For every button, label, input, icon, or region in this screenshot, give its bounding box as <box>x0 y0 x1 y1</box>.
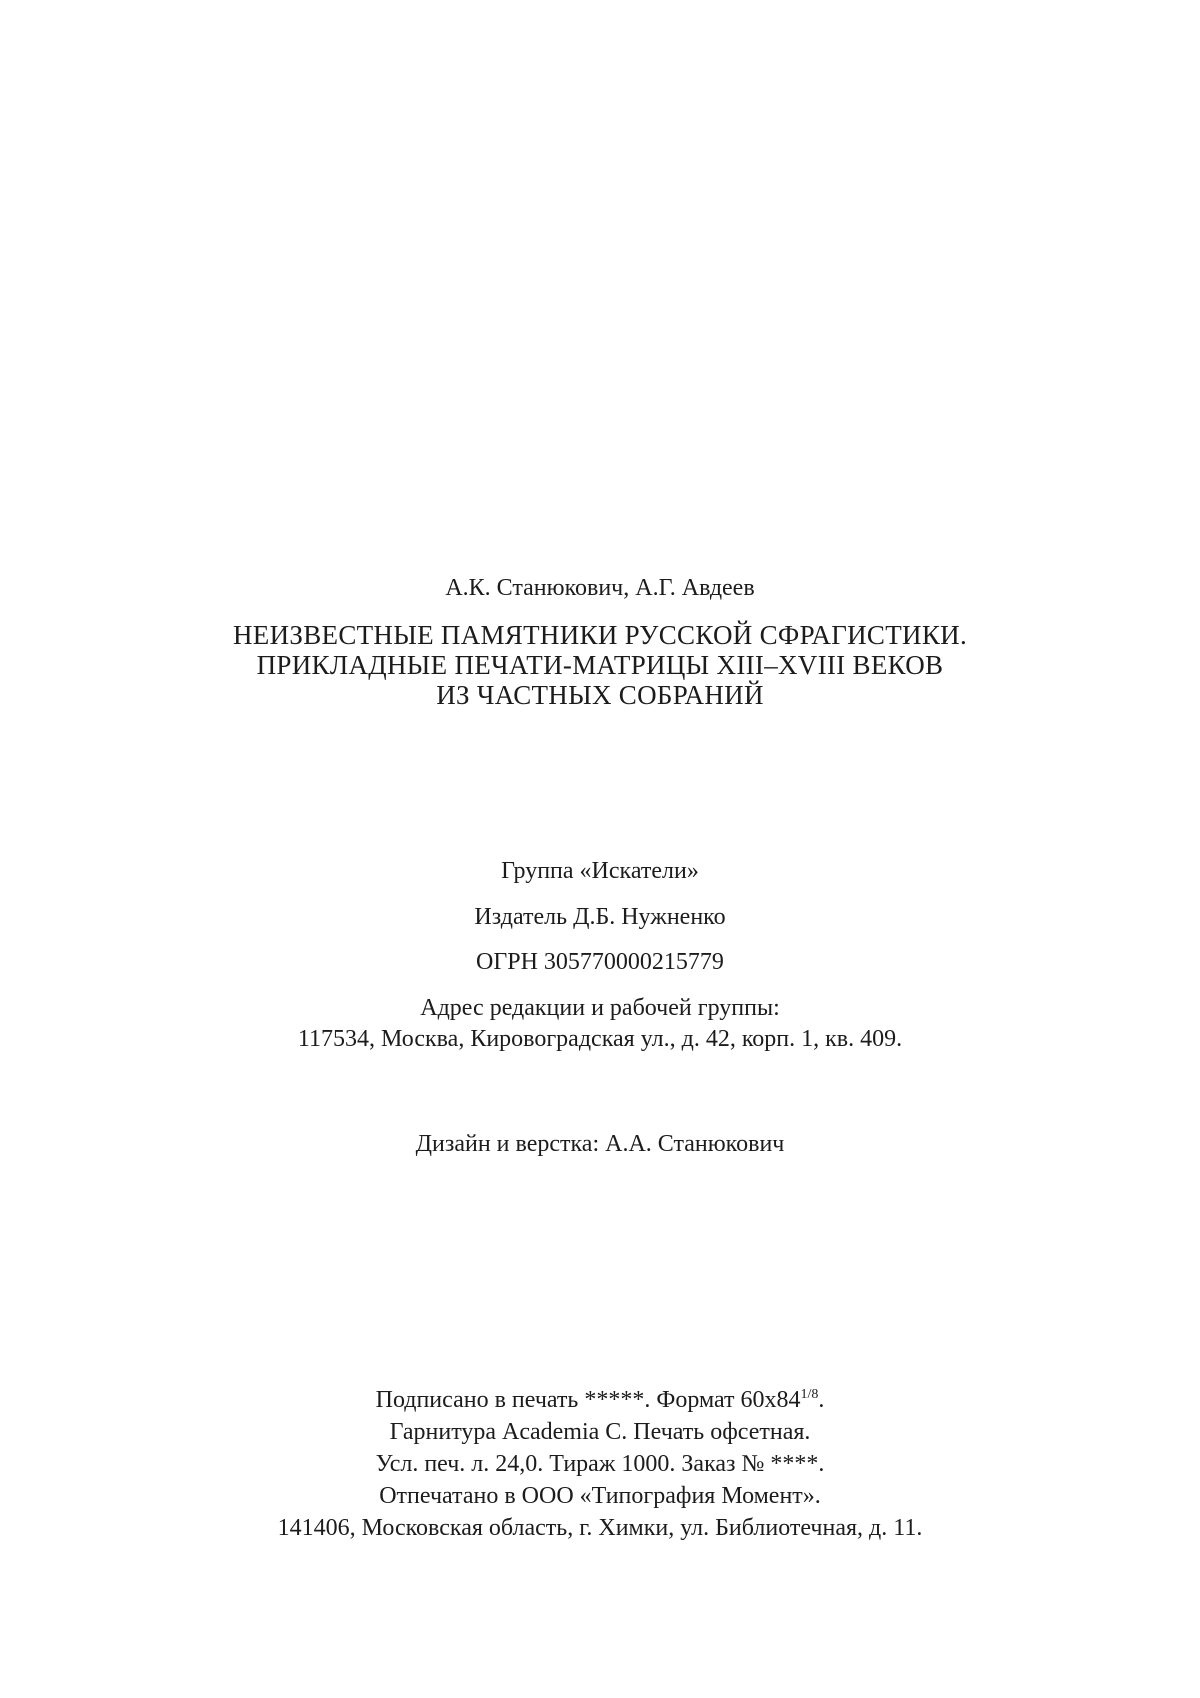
imprint-line-1-end: . <box>818 1387 825 1413</box>
ogrn-number: ОГРН 305770000215779 <box>476 949 724 975</box>
group-name: Группа «Искатели» <box>501 858 699 884</box>
imprint-line-1 <box>0 1384 1200 1416</box>
address-block <box>0 993 1200 1055</box>
group-block <box>0 856 1200 887</box>
imprint-line-4: Отпечатано в ООО «Типография Момент». <box>379 1483 821 1509</box>
imprint-block <box>0 1384 1200 1544</box>
design-credit: Дизайн и верстка: А.А. Станюкович <box>415 1131 785 1157</box>
title-line-2: ПРИКЛАДНЫЕ ПЕЧАТИ-МАТРИЦЫ XIII–XVIII ВЕКОВ <box>256 650 944 680</box>
publisher-block <box>0 902 1200 933</box>
imprint-line-3: Усл. печ. л. 24,0. Тираж 1000. Заказ № ****. <box>375 1451 825 1477</box>
imprint-line-2: Гарнитура Academia C. Печать офсетная. <box>389 1419 811 1445</box>
authors: А.К. Станюкович, А.Г. Авдеев <box>445 575 755 601</box>
title-line-1: НЕИЗВЕСТНЫЕ ПАМЯТНИКИ РУССКОЙ СФРАГИСТИКИ. <box>233 620 967 650</box>
title-line-3: ИЗ ЧАСТНЫХ СОБРАНИЙ <box>436 680 764 710</box>
imprint-line-5: 141406, Московская область, г. Химки, ул. Библиотечная, д. 11. <box>277 1515 923 1541</box>
format-fraction: 1/8 <box>800 1387 819 1402</box>
book-title <box>0 620 1200 710</box>
design-block <box>0 1129 1200 1160</box>
publisher-name: Издатель Д.Б. Нужненко <box>474 904 726 930</box>
address-label: Адрес редакции и рабочей группы: <box>420 995 780 1021</box>
authors-block <box>0 573 1200 604</box>
ogrn-block <box>0 947 1200 978</box>
imprint-line-1-text: Подписано в печать *****. Формат 60х84 <box>375 1387 801 1413</box>
address-value: 117534, Москва, Кировоградская ул., д. 42, корп. 1, кв. 409. <box>297 1026 903 1052</box>
